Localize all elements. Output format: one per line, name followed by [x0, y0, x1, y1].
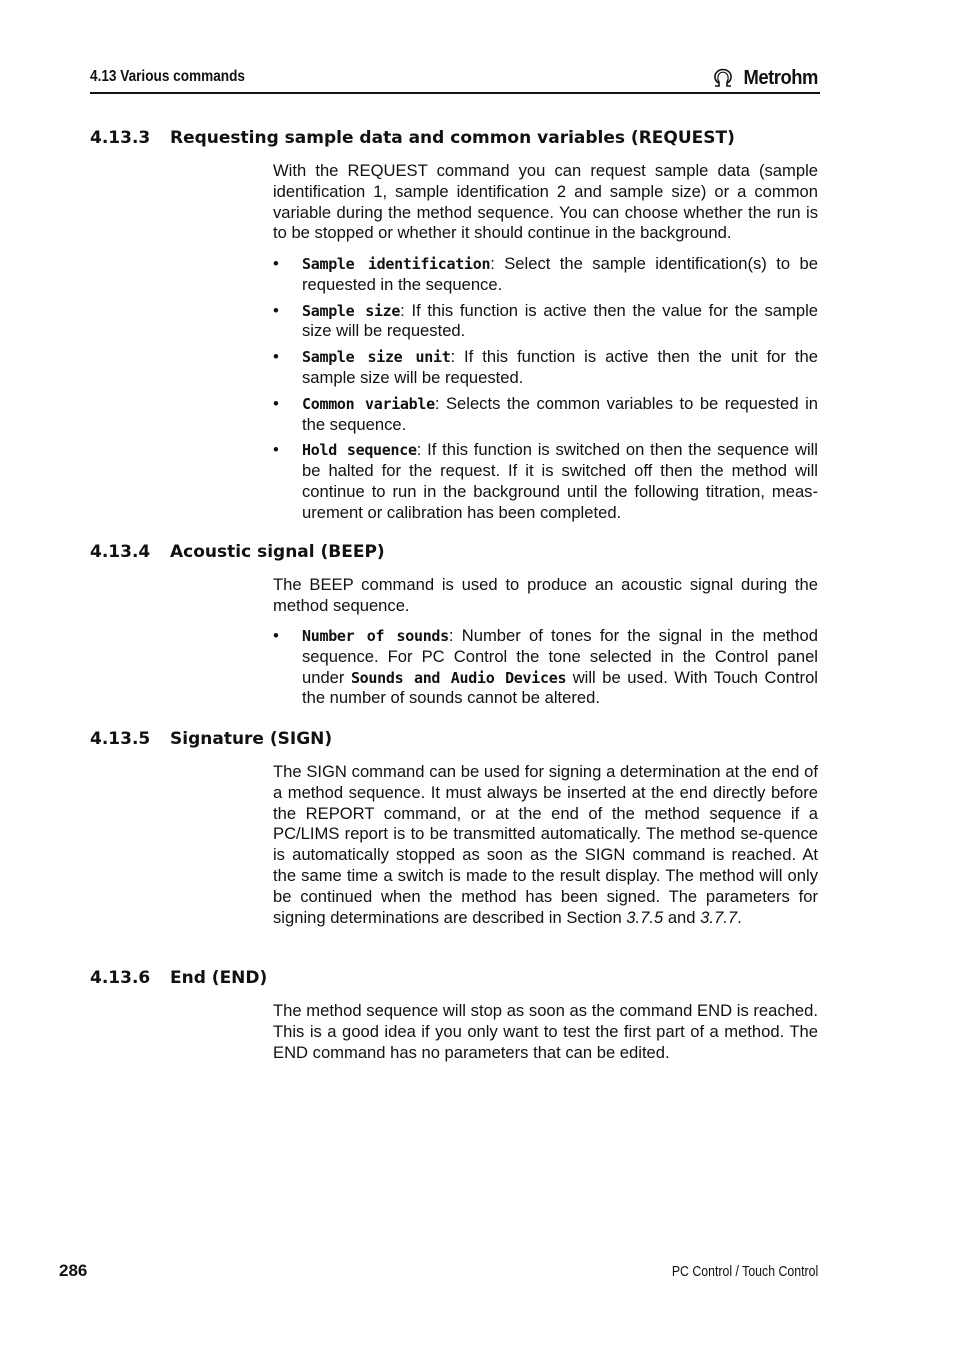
option-term: Sample size unit: [302, 348, 451, 367]
list-item: • Sample size unit: If this function is active then the unit for the sample size will be requested.: [273, 347, 818, 387]
option-description: : Number of tones for the signal in the method sequence. For PC Control the tone selected in the Control panel under: [302, 626, 818, 687]
option-term: Sample identification: [302, 255, 491, 273]
request-intro-paragraph: With the REQUEST command you can request sample data (sample identification 1, sample identification 2 and sample size) or a common variable during the method sequence. You can choose whether the run is to be stopped or whether it should continue in the background.: [273, 161, 818, 243]
list-item: • Sample identification: Select the sample identification(s) to be requested in the sequence.: [273, 254, 818, 294]
sign-paragraph: [273, 762, 818, 928]
option-description: : Select the sample identification(s) to be requested in the sequence.: [302, 254, 818, 294]
section-number: 4.13.3: [90, 128, 151, 148]
section-heading-request: [90, 128, 735, 148]
section-reference: 3.7.7: [700, 907, 738, 927]
option-description: : If this function is active then the value for the sample size will be requested.: [302, 300, 818, 341]
section-title: Requesting sample data and common variables (REQUEST): [170, 128, 735, 148]
section-title: Acoustic signal (BEEP): [170, 542, 385, 562]
section-reference: 3.7.5: [626, 907, 664, 927]
footer-document-title: PC Control / Touch Control: [671, 1264, 818, 1280]
option-description: : If this function is switched on then the sequence will be halted for the request. If it is switched off then the method will continue to run in the background until the following titration, meas-urement or calibration has been completed.: [302, 440, 818, 522]
brand-logo: [712, 66, 818, 90]
section-number: 4.13.6: [90, 968, 151, 988]
list-item: • Common variable: Selects the common variables to be requested in the sequence.: [273, 393, 818, 434]
section-number: 4.13.5: [90, 729, 151, 749]
list-item: • Sample size: If this function is active then the value for the sample size will be requested.: [273, 300, 818, 341]
sign-text-end: .: [737, 907, 742, 927]
section-heading-end: [90, 968, 267, 988]
option-term: Number of sounds: [302, 627, 449, 645]
page-header: [90, 66, 820, 94]
section-number: 4.13.4: [90, 542, 151, 562]
option-description: : Selects the common variables to be requested in the sequence.: [302, 393, 818, 434]
option-term: Hold sequence: [302, 441, 417, 460]
option-description-cont: will be used. With Touch Control the number of sounds cannot be altered.: [302, 667, 818, 708]
end-paragraph: The method sequence will stop as soon as the command END is reached. This is a good idea if you only want to test the first part of a method. The END command has no parameters that can be edited.: [273, 1001, 818, 1062]
beep-options-list: [273, 626, 818, 709]
metrohm-omega-logo-icon: [712, 68, 734, 88]
beep-intro-paragraph: The BEEP command is used to produce an acoustic signal during the method sequence.: [273, 575, 818, 615]
section-title: End (END): [170, 968, 268, 988]
page-number: 286: [59, 1261, 88, 1280]
control-panel-item: Sounds and Audio Devices: [350, 668, 567, 687]
list-item: • Number of sounds: Number of tones for the signal in the method sequence. For PC Control the tone selected in the Control panel under Sounds and Audio Devices will be used. With Touch Control the number of sounds cannot be altered.: [273, 626, 818, 708]
option-term: Sample size: [302, 301, 401, 320]
option-term: Common variable: [302, 394, 435, 413]
sign-text: The SIGN command can be used for signing a determination at the end of a method sequence. It must always be inserted at the end directly before the REPORT command, or at the end of the method sequence if a PC/LIMS report is to be transmitted automatically. The method se-quence is automatically stopped as soon as the SIGN command is reached. At the same time a switch is made to the result display. The method will only be continued when the method has been signed. The parameters for signing determinations are described in Section: [273, 762, 818, 927]
brand-name: Metrohm: [743, 66, 818, 89]
section-heading-sign: [90, 729, 332, 749]
section-heading-beep: [90, 542, 385, 562]
option-description: : If this function is active then the unit for the sample size will be requested.: [302, 347, 818, 387]
request-options-list: [273, 254, 818, 524]
list-item: • Hold sequence: If this function is switched on then the sequence will be halted for the request. If it is switched off then the method will continue to run in the background until the following titration, meas-urement or calibration has been completed.: [273, 440, 818, 522]
running-header-title: 4.13 Various commands: [90, 68, 245, 85]
sign-text-and: and: [663, 907, 701, 927]
section-title: Signature (SIGN): [170, 729, 333, 749]
